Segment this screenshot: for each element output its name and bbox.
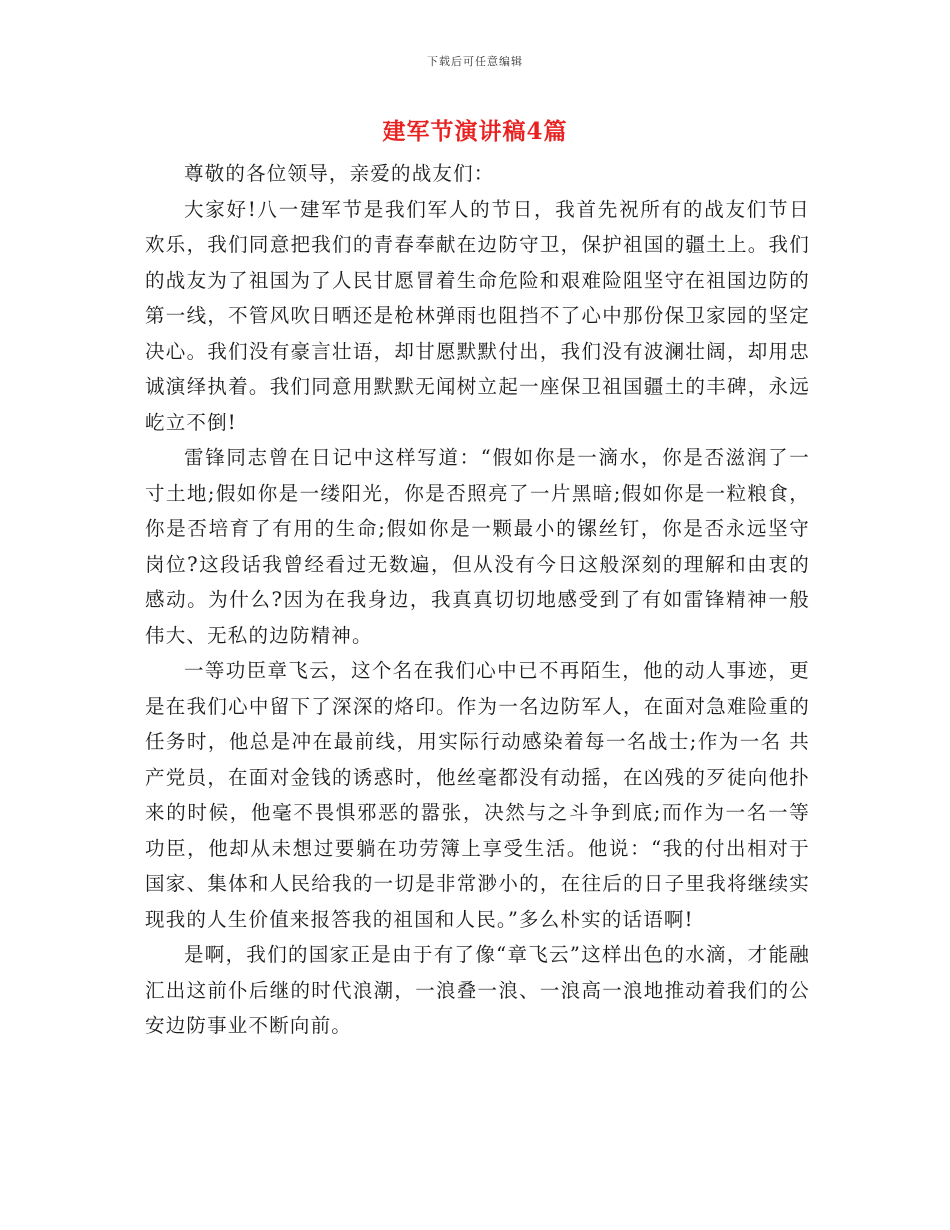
document-body bbox=[145, 156, 810, 1044]
paragraph-conclusion: 是啊，我们的国家正是由于有了像“章飞云”这样出色的水滴，才能融汇出这前仆后继的时代浪潮，一浪叠一浪、一浪高一浪地推动着我们的公安边防事业不断向前。 bbox=[145, 943, 810, 1037]
header-note: 下载后可任意编辑 bbox=[427, 55, 523, 68]
paragraph-leifeng-quote: 雷锋同志曾在日记中这样写道：“假如你是一滴水，你是否滋润了一寸土地;假如你是一缕阳光，你是否照亮了一片黑暗;假如你是一粒粮食，你是否培育了有用的生命;假如你是一颗最小的镙丝钉，你是否永远坚守岗位?这段话我曾经看过无数遍，但从没有今日这般深刻的理解和由衷的感动。为什么?因为在我身边，我真真切切地感受到了有如雷锋精神一般伟大、无私的边防精神。 bbox=[145, 446, 810, 647]
paragraph-greeting: 大家好!八一建军节是我们军人的节日，我首先祝所有的战友们节日欢乐，我们同意把我们的青春奉献在边防守卫，保护祖国的疆土上。我们的战友为了祖国为了人民甘愿冒着生命危险和艰难险阻坚守在祖国边防的第一线，不管风吹日晒还是枪林弹雨也阻挡不了心中那份保卫家园的坚定决心。我们没有豪言壮语，却甘愿默默付出，我们没有波澜壮阔，却用忠诚演绎执着。我们同意用默默无闻树立起一座保卫祖国疆土的丰碑，永远屹立不倒! bbox=[145, 197, 810, 434]
document-title: 建军节演讲稿4篇 bbox=[382, 118, 568, 145]
paragraph-zhang-feiyun: 一等功臣章飞云，这个名在我们心中已不再陌生，他的动人事迹，更是在我们心中留下了深深的烙印。作为一名边防军人，在面对急难险重的任务时，他总是冲在最前线，用实际行动感染着每一名战士;作为一名 共 产党员，在面对金钱的诱惑时，他丝毫都没有动摇，在凶残的歹徒向他扑来的时候，他毫不畏惧邪恶的嚣张，决然与之斗争到底;而作为一名一等功臣，他却从未想过要躺在功劳簿上享受生活。他说：“我的付出相对于国家、集体和人民给我的一切是非常渺小的，在往后的日子里我将继续实现我的人生价值来报答我的祖国和人民。”多么朴实的话语啊! bbox=[145, 659, 810, 931]
paragraph-salutation: 尊敬的各位领导，亲爱的战友们： bbox=[184, 162, 495, 185]
